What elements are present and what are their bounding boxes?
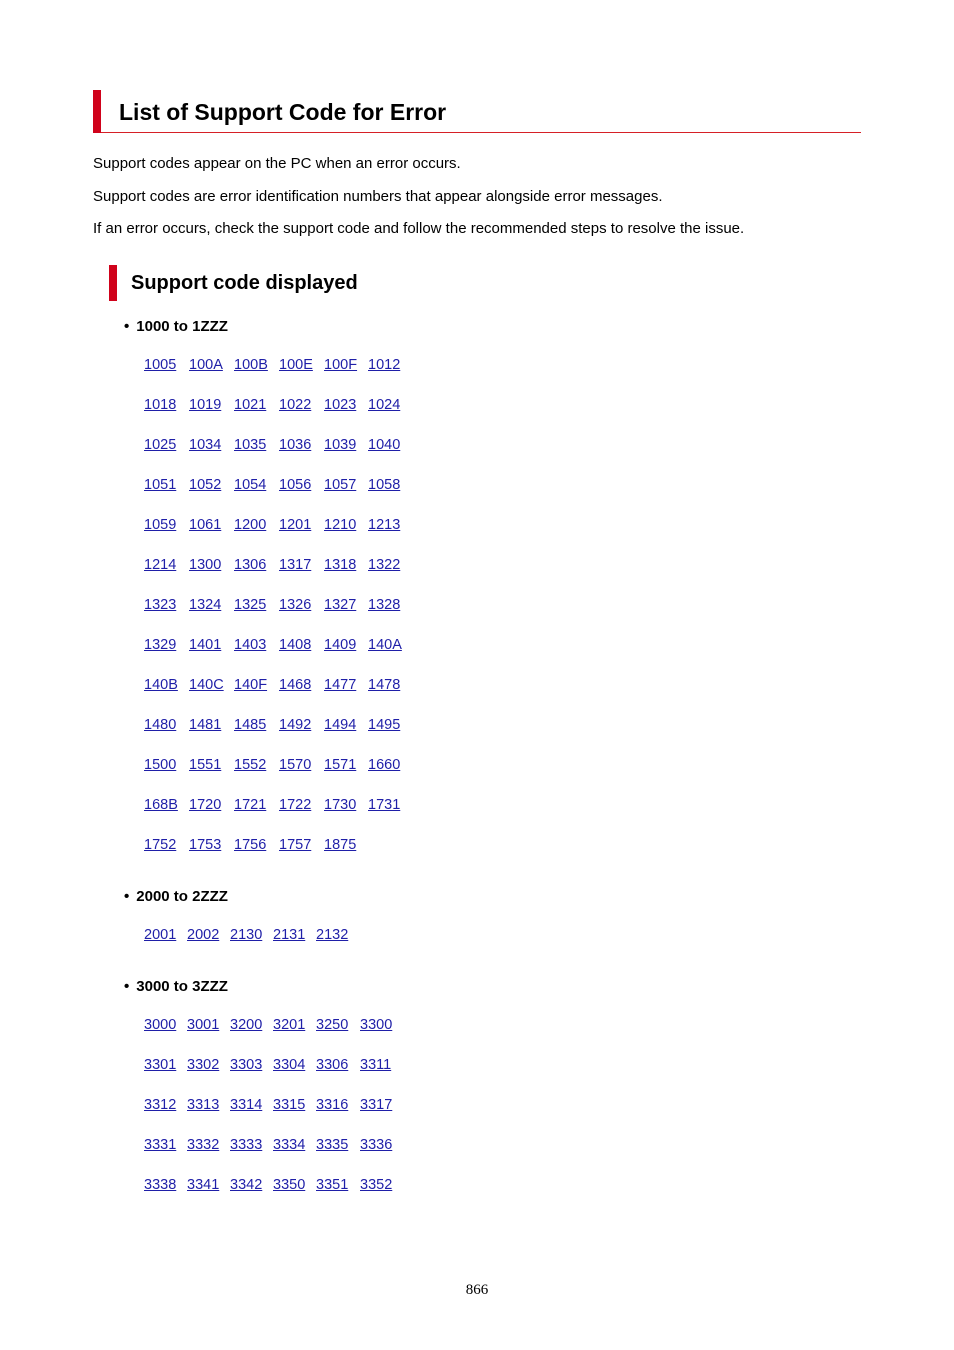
support-code-link[interactable]: 1495 [368,717,401,733]
group-title-label: 2000 to 2ZZZ [136,888,228,905]
support-code-link[interactable]: 3331 [144,1137,177,1153]
support-code-link[interactable]: 1480 [144,717,177,733]
support-code-link[interactable]: 3200 [230,1017,263,1033]
support-code-link[interactable]: 1401 [189,637,222,653]
support-code-link[interactable]: 3334 [273,1137,306,1153]
support-code-link[interactable]: 140A [368,637,402,653]
support-code-link[interactable]: 168B [144,797,178,813]
support-code-link[interactable]: 1306 [234,557,267,573]
support-code-link[interactable]: 1721 [234,797,267,813]
intro-paragraph-1: Support codes appear on the PC when an error occurs. [93,155,461,172]
support-code-link[interactable]: 1660 [368,757,401,773]
support-code-link[interactable]: 3333 [230,1137,263,1153]
support-code-link[interactable]: 140B [144,677,178,693]
support-code-link[interactable]: 1753 [189,837,222,853]
page-title-block [93,90,861,133]
support-code-link[interactable]: 1024 [368,397,401,413]
support-code-link[interactable]: 1318 [324,557,357,573]
support-code-link[interactable]: 1213 [368,517,401,533]
support-code-link[interactable]: 1200 [234,517,267,533]
support-code-link[interactable]: 3304 [273,1057,306,1073]
support-code-link[interactable]: 3316 [316,1097,349,1113]
support-code-link[interactable]: 3342 [230,1177,263,1193]
support-code-link[interactable]: 1056 [279,477,312,493]
support-code-link[interactable]: 1019 [189,397,222,413]
support-code-link[interactable]: 2001 [144,927,177,943]
support-code-link[interactable]: 2002 [187,927,220,943]
intro-paragraph-2: Support codes are error identification numbers that appear alongside error messages. [93,188,663,205]
support-code-link[interactable]: 1036 [279,437,312,453]
support-code-link[interactable]: 1061 [189,517,222,533]
support-code-link[interactable]: 1323 [144,597,177,613]
support-code-link[interactable]: 1022 [279,397,312,413]
support-code-link[interactable]: 2131 [273,927,306,943]
support-code-link[interactable]: 1731 [368,797,401,813]
support-code-link[interactable]: 1494 [324,717,357,733]
support-code-link[interactable]: 1492 [279,717,312,733]
support-code-link[interactable]: 3001 [187,1017,220,1033]
support-code-link[interactable]: 1326 [279,597,312,613]
support-code-link[interactable]: 3311 [360,1057,392,1073]
page-title: List of Support Code for Error [119,99,447,125]
support-code-link[interactable]: 1034 [189,437,222,453]
support-code-link[interactable]: 1552 [234,757,267,773]
support-code-link[interactable]: 1408 [279,637,312,653]
support-code-link[interactable]: 1757 [279,837,312,853]
support-code-link[interactable]: 1039 [324,437,357,453]
support-code-link[interactable]: 1059 [144,517,177,533]
support-code-link[interactable]: 100B [234,357,268,373]
support-code-link[interactable]: 3300 [360,1017,393,1033]
support-code-link[interactable]: 3306 [316,1057,349,1073]
bullet-icon: • [124,888,130,905]
support-code-link[interactable]: 1722 [279,797,312,813]
support-code-link[interactable]: 3250 [316,1017,349,1033]
support-code-link[interactable]: 3301 [144,1057,177,1073]
support-code-link[interactable]: 1571 [324,757,357,773]
support-code-link[interactable]: 3335 [316,1137,349,1153]
support-code-link[interactable]: 3332 [187,1137,220,1153]
bullet-icon: • [124,978,130,995]
support-code-link[interactable]: 1478 [368,677,401,693]
support-code-link[interactable]: 3341 [187,1177,220,1193]
group-title-2000 [124,888,228,906]
support-code-link[interactable]: 1058 [368,477,401,493]
support-code-link[interactable]: 1201 [279,517,312,533]
support-code-link[interactable]: 3352 [360,1177,393,1193]
support-code-link[interactable]: 3315 [273,1097,306,1113]
support-code-link[interactable]: 3350 [273,1177,306,1193]
support-code-link[interactable]: 1325 [234,597,267,613]
support-code-link[interactable]: 1403 [234,637,267,653]
support-code-link[interactable]: 3351 [316,1177,349,1193]
support-code-link[interactable]: 1329 [144,637,177,653]
group-title-1000 [124,318,228,336]
support-code-link[interactable]: 1327 [324,597,357,613]
support-code-link[interactable]: 3000 [144,1017,177,1033]
support-code-link[interactable]: 1317 [279,557,312,573]
support-code-link[interactable]: 1300 [189,557,222,573]
support-code-link[interactable]: 1040 [368,437,401,453]
support-code-link[interactable]: 3338 [144,1177,177,1193]
support-code-link[interactable]: 1756 [234,837,267,853]
support-code-link[interactable]: 3303 [230,1057,263,1073]
support-code-link[interactable]: 1057 [324,477,357,493]
support-code-link[interactable]: 100F [324,357,358,373]
support-code-link[interactable]: 140C [189,677,224,693]
support-code-link[interactable]: 2130 [230,927,263,943]
support-code-link[interactable]: 1409 [324,637,357,653]
support-code-link[interactable]: 140F [234,677,268,693]
support-code-link[interactable]: 1500 [144,757,177,773]
support-code-link[interactable]: 100E [279,357,313,373]
group-title-3000 [124,978,228,996]
support-code-link[interactable]: 1005 [144,357,177,373]
support-code-link[interactable]: 1322 [368,557,401,573]
support-code-link[interactable]: 3314 [230,1097,263,1113]
group-title-label: 3000 to 3ZZZ [136,978,228,995]
support-code-link[interactable]: 1025 [144,437,177,453]
support-code-link[interactable]: 1324 [189,597,222,613]
support-code-link[interactable]: 3336 [360,1137,393,1153]
support-code-link[interactable]: 1720 [189,797,222,813]
support-code-link[interactable]: 2132 [316,927,349,943]
support-code-link[interactable]: 1214 [144,557,177,573]
support-code-link[interactable]: 1051 [144,477,177,493]
support-code-link[interactable]: 100A [189,357,223,373]
support-code-link[interactable]: 3313 [187,1097,220,1113]
bullet-icon: • [124,318,130,335]
page-number: 866 [465,1282,489,1298]
support-code-link[interactable]: 3201 [273,1017,306,1033]
support-code-link[interactable]: 1054 [234,477,267,493]
support-code-link[interactable]: 1481 [189,717,222,733]
support-code-link[interactable]: 1875 [324,837,357,853]
support-code-link[interactable]: 1021 [234,397,267,413]
section-title: Support code displayed [131,272,358,294]
title-accent-bar [93,90,101,133]
support-code-link[interactable]: 3312 [144,1097,177,1113]
support-code-link[interactable]: 1328 [368,597,401,613]
support-code-link[interactable]: 1210 [324,517,357,533]
support-code-link[interactable]: 1752 [144,837,177,853]
support-code-link[interactable]: 1551 [189,757,222,773]
support-code-link[interactable]: 1468 [279,677,312,693]
support-code-link[interactable]: 3317 [360,1097,393,1113]
support-code-link[interactable]: 1012 [368,357,401,373]
support-code-link[interactable]: 1052 [189,477,222,493]
group-title-label: 1000 to 1ZZZ [136,318,228,335]
support-code-link[interactable]: 1035 [234,437,267,453]
support-code-link[interactable]: 1477 [324,677,357,693]
support-code-link[interactable]: 1023 [324,397,357,413]
support-code-link[interactable]: 1485 [234,717,267,733]
intro-paragraph-3: If an error occurs, check the support code and follow the recommended steps to resolve the issue. [93,220,745,237]
support-code-link[interactable]: 3302 [187,1057,220,1073]
support-code-link[interactable]: 1730 [324,797,357,813]
section-accent-bar [109,265,117,301]
support-code-link[interactable]: 1570 [279,757,312,773]
support-code-link[interactable]: 1018 [144,397,177,413]
